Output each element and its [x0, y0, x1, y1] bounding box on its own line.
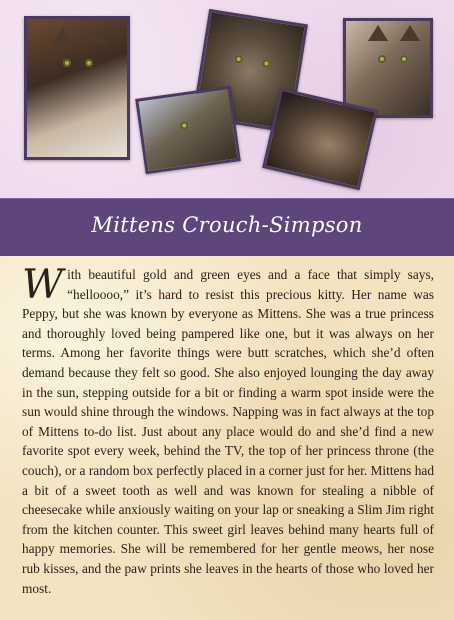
cat-photo-1: [24, 16, 130, 160]
page-title: Mittens Crouch-Simpson: [91, 213, 363, 237]
drop-cap: W: [22, 262, 64, 308]
cat-photo-4: [135, 86, 241, 175]
photo-collage: [0, 0, 454, 198]
tribute-paragraph: [22, 262, 434, 598]
tribute-text: ith beautiful gold and green eyes and a face that simply says, “helloooo,” it’s hard to resist this precious kitty. Her name was Peppy, but she was known by everyone as Mittens. She was a true princess and thoroughly loved being pampered like one, but it was always on her terms. Among her favorite things were butt scratches, which she’d often demand because they felt so good. She also enjoyed lounging the day away in the sun, stepping outside for a bit or finding a warm spot inside were the sun would shine through the windows. Napping was in fact always at the top of Mittens to-do list. Just about any place would do and she’d find a new favorite spot every week, behind the TV, the top of her princess throne (the couch), or a random box perfectly placed in a corner just for her. Mittens had a bit of a sweet tooth as well and was known for stealing a nibble of cheesecake while anxiously waiting on your lap or sneaking a Slim Jim right from the kitchen counter. This sweet girl leaves behind many hearts full of happy memories. She will be remembered for her gentle meows, her nose rub kisses, and the paw prints she leaves in the hearts of those who loved her most.: [22, 267, 434, 596]
cat-photo-3: [343, 18, 433, 118]
